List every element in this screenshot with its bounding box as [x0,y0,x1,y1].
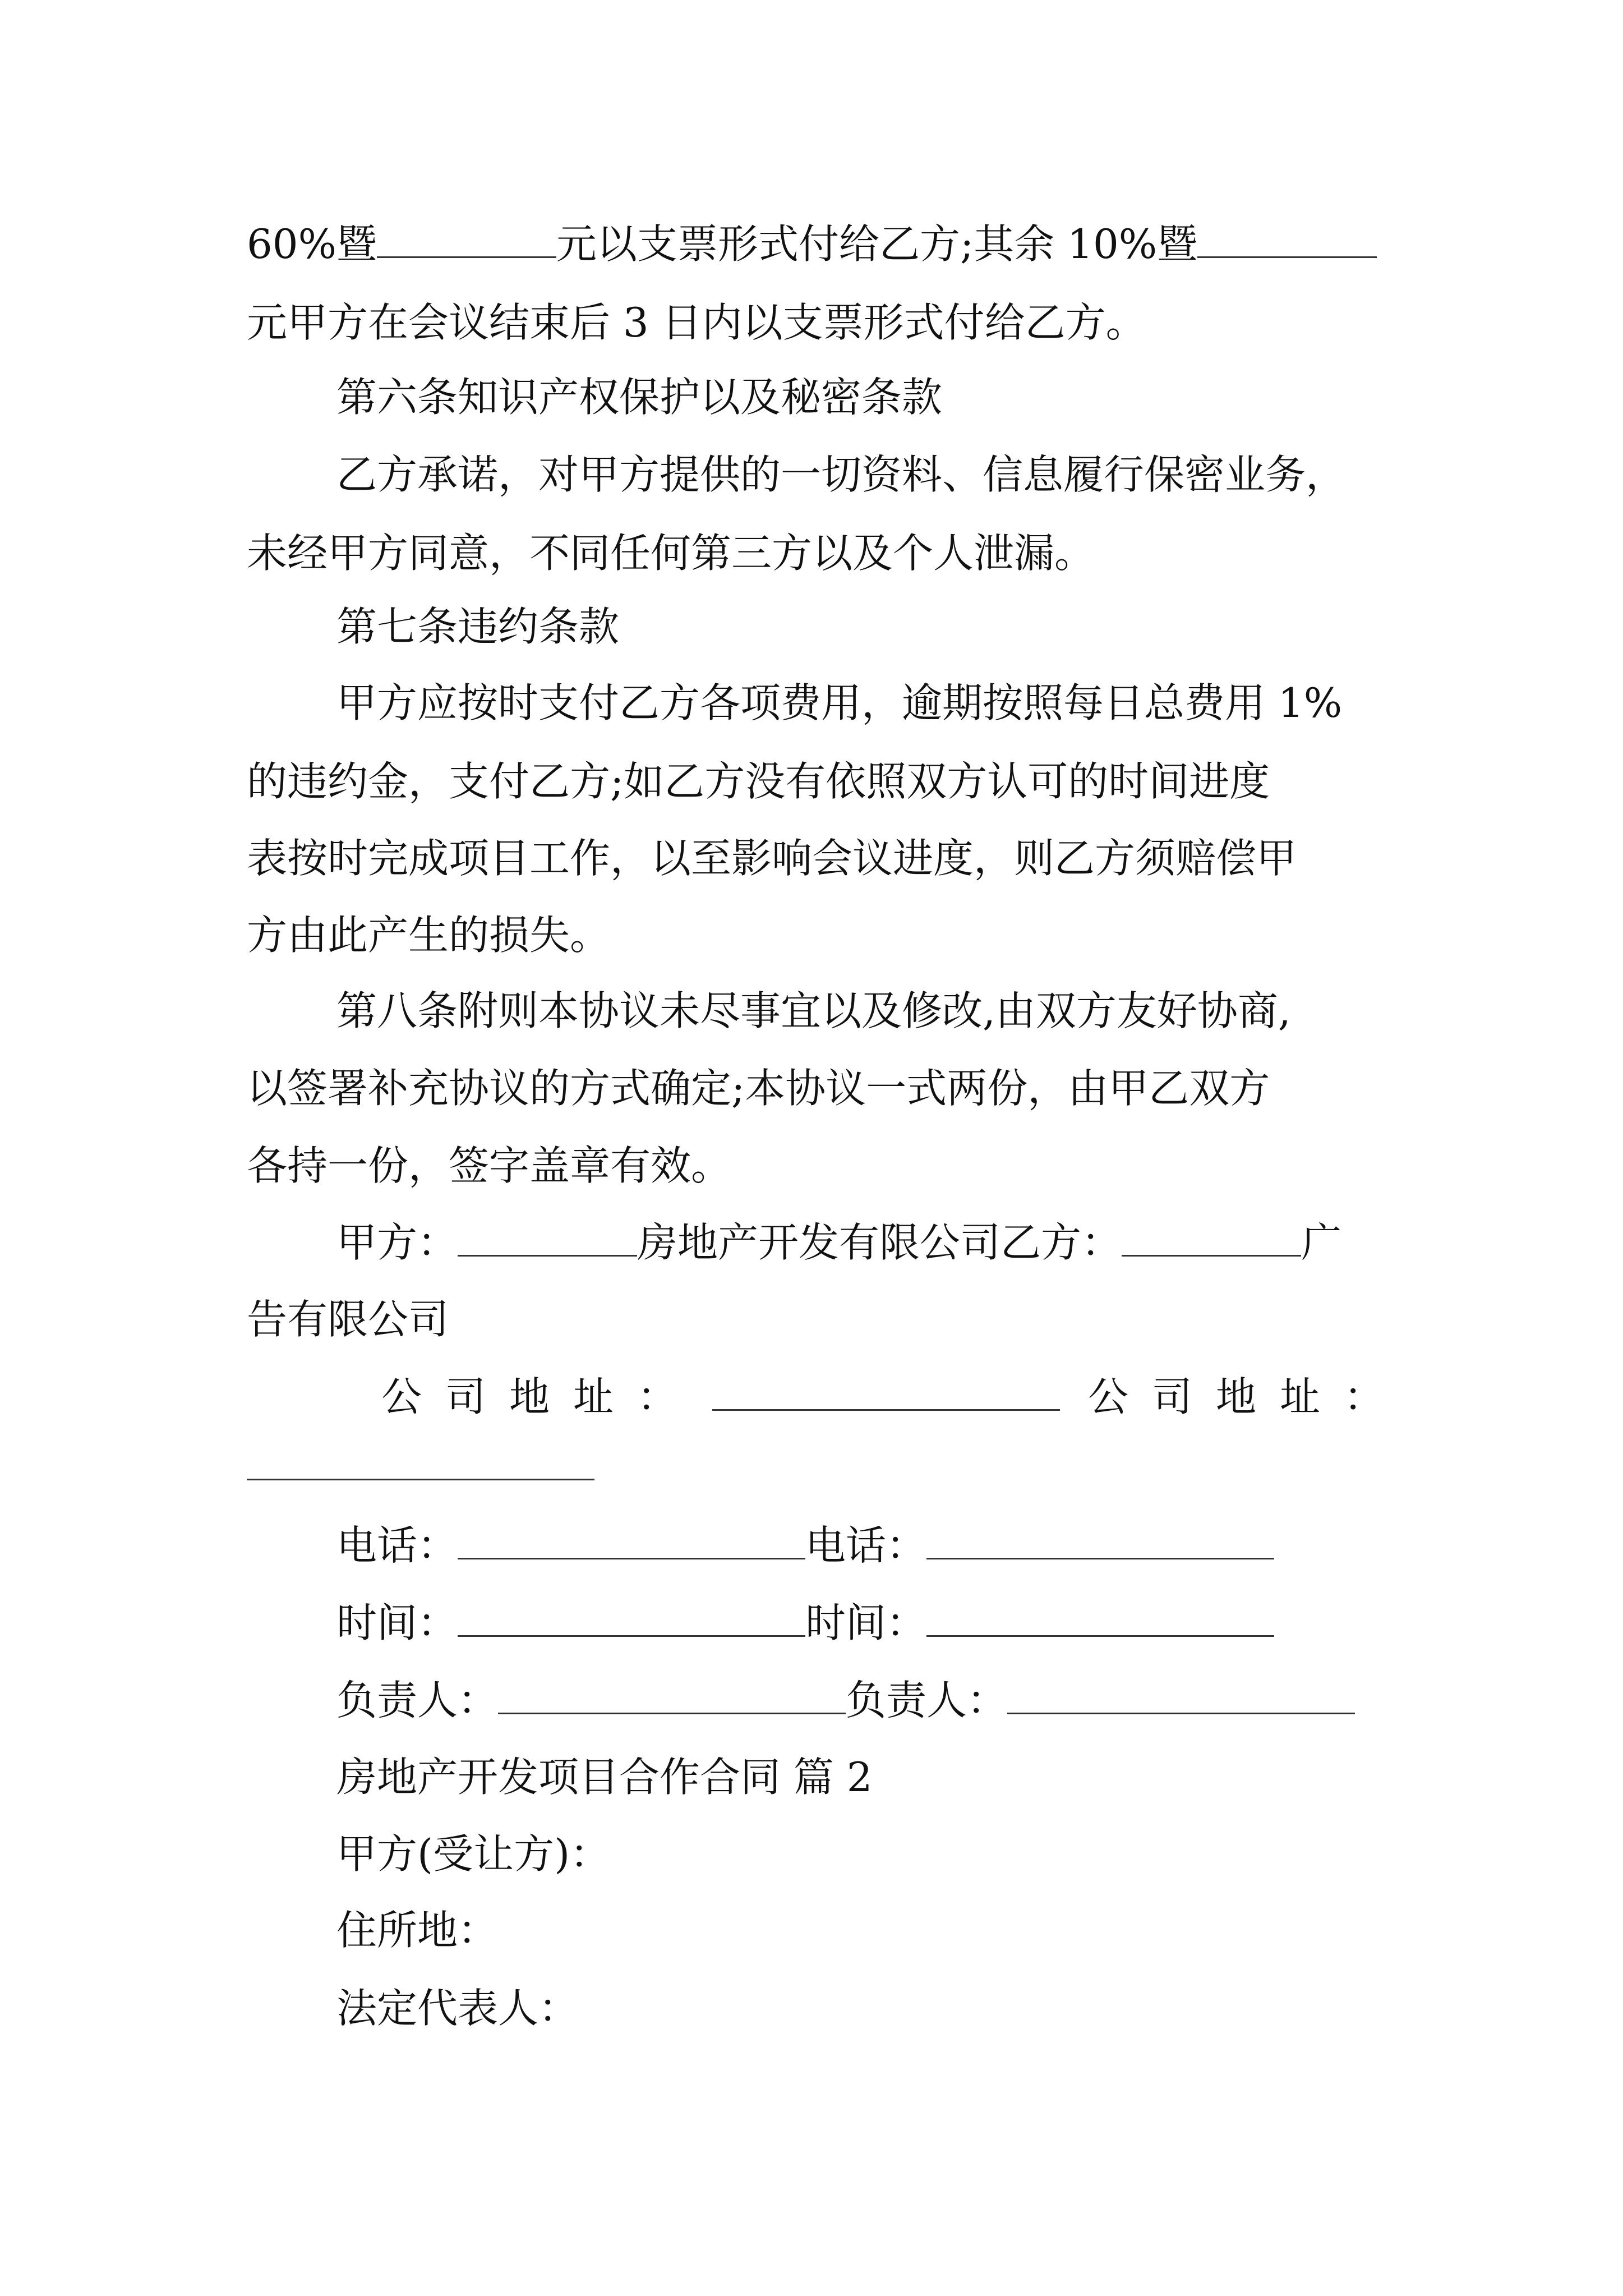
address-line: 住所地： [336,1907,499,1954]
paragraph-line: 告有限公司 [247,1296,449,1343]
paragraph-line: 的违约金，支付乙方;如乙方没有依照双方认可的时间进度 [247,758,1270,805]
party-a-label: 甲方： [336,1219,458,1266]
address-label: 公司地址： [1088,1373,1408,1420]
paragraph-line: 方由此产生的损失。 [247,912,611,959]
fill-blank [1197,223,1377,258]
fill-blank [247,1479,594,1480]
person-in-charge-line [0,1672,1623,1728]
text-segment: 元以支票形式付给乙方;其余 10%暨 [556,220,1198,268]
signature-line [0,1214,1623,1271]
party-a-line: 甲方(受让方)： [336,1830,611,1878]
paragraph-line: 各持一份，签字盖章有效。 [247,1142,732,1189]
paragraph-line: 乙方承诺，对甲方提供的一切资料、信息履行保密业务， [336,451,1347,498]
fill-blank [377,223,556,258]
paragraph-line: 未经甲方同意，不同任何第三方以及个人泄漏。 [247,530,1095,577]
person-label: 负责人： [846,1677,1008,1724]
paragraph-line: 元甲方在会议结束后 3 日内以支票形式付给乙方。 [247,299,1146,346]
fill-blank [1122,1221,1301,1257]
time-line [0,1595,1623,1651]
person-label: 负责人： [336,1677,499,1724]
fill-blank [926,1602,1274,1637]
text-segment: 房地产开发有限公司乙方： [637,1219,1122,1266]
fill-blank [1007,1679,1355,1714]
document-title: 房地产开发项目合作合同 篇 2 [336,1754,873,1801]
section-heading: 第七条违约条款 [336,603,620,650]
fill-blank [458,1524,805,1559]
phone-label: 电话： [336,1522,458,1569]
paragraph-line: 表按时完成项目工作，以至影响会议进度，则乙方须赔偿甲 [247,835,1297,882]
text-segment: 60%暨 [247,220,377,268]
fill-blank [926,1524,1274,1559]
address-line [0,1369,1623,1425]
paragraph-line: 甲方应按时支付乙方各项费用，逾期按照每日总费用 1% [336,679,1343,726]
address-label: 公司地址： [381,1373,702,1420]
fill-blank [712,1375,1060,1411]
phone-label: 电话： [805,1522,927,1569]
fill-blank [458,1602,805,1637]
time-label: 时间： [805,1599,927,1646]
fill-blank [458,1221,637,1257]
legal-rep-line: 法定代表人： [336,1985,579,2032]
section-heading: 第六条知识产权保护以及秘密条款 [336,374,943,421]
fill-blank [498,1679,846,1714]
paragraph-line [0,216,1623,272]
time-label: 时间： [336,1599,458,1646]
phone-line [0,1517,1623,1573]
paragraph-line: 第八条附则本协议未尽事宜以及修改,由双方友好协商, [336,987,1291,1034]
paragraph-line: 以签署补充协议的方式确定;本协议一式两份，由甲乙双方 [247,1065,1270,1112]
text-segment: 广 [1301,1219,1342,1266]
